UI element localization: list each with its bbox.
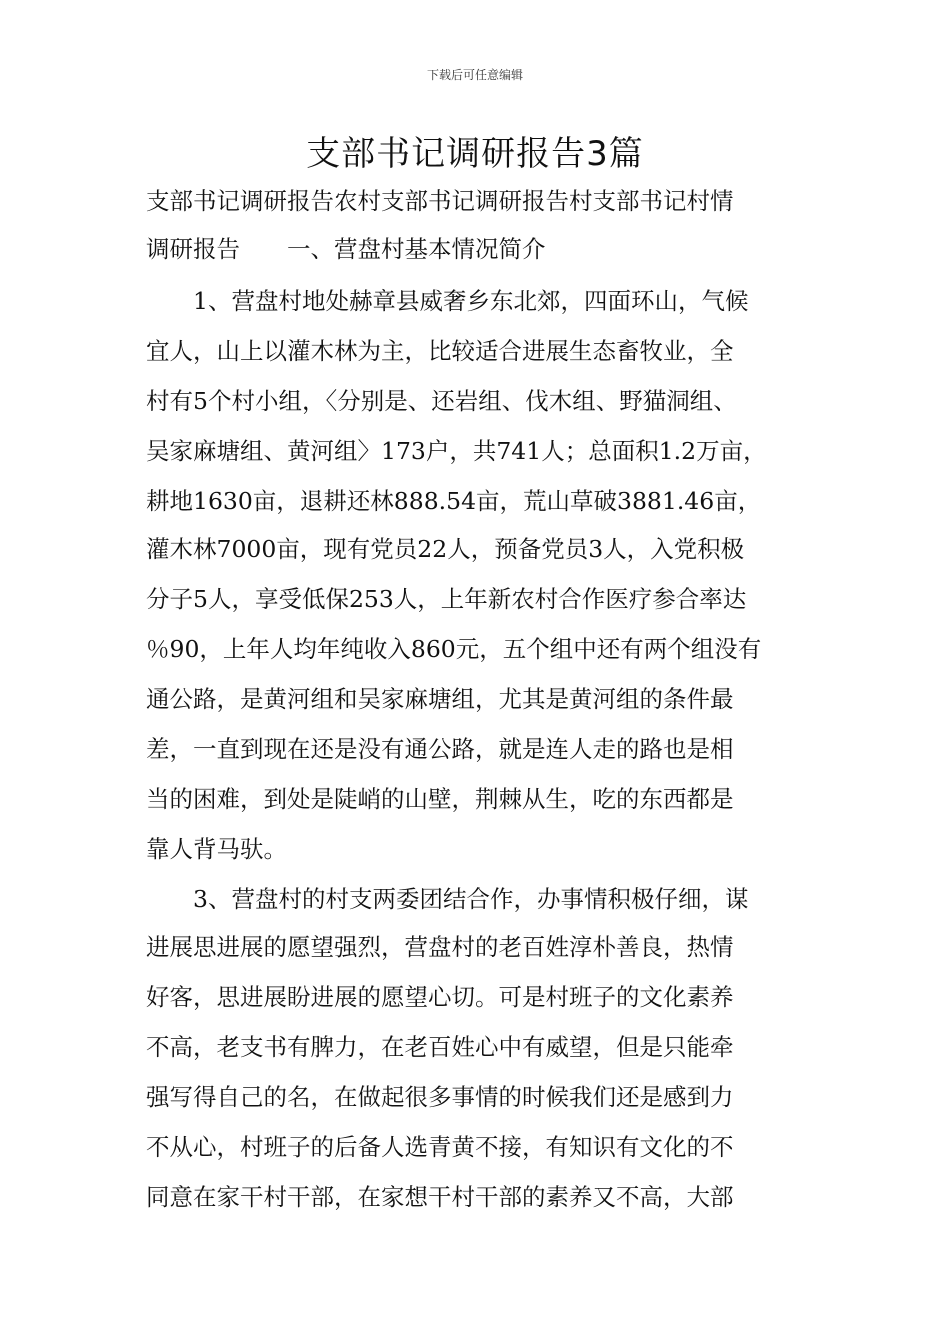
text-line: 分子5人，享受低保253人，上年新农村合作医疗参合率达 xyxy=(146,585,747,613)
text-line: 灌木林7000亩，现有党员22人，预备党员3人，入党积极 xyxy=(146,535,745,563)
text-line: 村有5个村小组，〈分别是、还岩组、伐木组、野猫洞组、 xyxy=(146,387,737,415)
text-line: 同意在家干村干部，在家想干村干部的素养又不高，大部 xyxy=(146,1183,734,1211)
text-line: 不从心，村班子的后备人选青黄不接，有知识有文化的不 xyxy=(146,1133,734,1161)
text-line: 3、营盘村的村支两委团结合作，办事情积极仔细，谋 xyxy=(146,885,749,913)
text-line: 耕地1630亩，退耕还林888.54亩，荒山草破3881.46亩， xyxy=(146,487,762,515)
text-line: 靠人背马驮。 xyxy=(146,835,287,863)
header-note: 下载后可任意编辑 xyxy=(426,68,523,82)
text-line: 好客，思进展盼进展的愿望心切。可是村班子的文化素养 xyxy=(146,983,734,1011)
text-line: 通公路，是黄河组和吴家麻塘组，尤其是黄河组的条件最 xyxy=(146,685,734,713)
text-line: 进展思进展的愿望强烈，营盘村的老百姓淳朴善良，热情 xyxy=(146,933,734,961)
text-line: ％90，上年人均年纯收入860元，五个组中还有两个组没有 xyxy=(146,635,762,663)
page-title: 支部书记调研报告3篇 xyxy=(306,134,644,174)
text-line: 支部书记调研报告农村支部书记调研报告村支部书记村情 xyxy=(146,187,734,215)
text-line: 调研报告 一、营盘村基本情况简介 xyxy=(146,235,546,263)
text-line: 当的困难，到处是陡峭的山壁，荆棘从生，吃的东西都是 xyxy=(146,785,734,813)
text-line: 吴家麻塘组、黄河组〉173户，共741人；总面积1.2万亩， xyxy=(146,437,767,465)
text-line: 宜人，山上以灌木林为主，比较适合进展生态畜牧业，全 xyxy=(146,337,734,365)
text-line: 不高，老支书有脾力，在老百姓心中有威望，但是只能牵 xyxy=(146,1033,734,1061)
text-line: 1、营盘村地处赫章县威奢乡东北郊，四面环山，气候 xyxy=(146,287,749,315)
text-line: 差，一直到现在还是没有通公路，就是连人走的路也是相 xyxy=(146,735,734,763)
text-line: 强写得自己的名，在做起很多事情的时候我们还是感到力 xyxy=(146,1083,734,1111)
